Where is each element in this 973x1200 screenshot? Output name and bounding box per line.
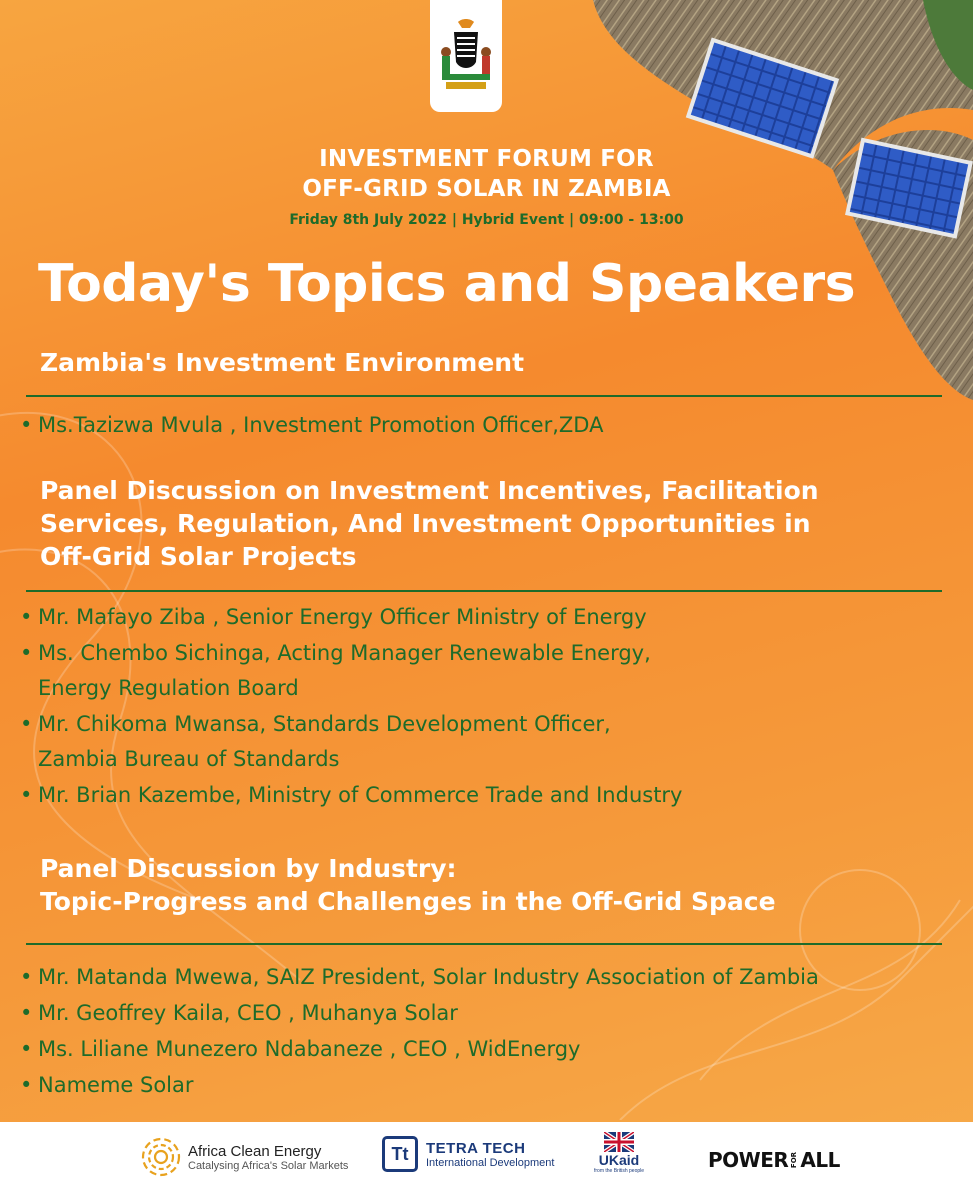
ace-name: Africa Clean Energy xyxy=(188,1142,322,1160)
bullet-icon: • xyxy=(20,965,33,989)
speaker-text: Ms. Chembo Sichinga, Acting Manager Renewable Energy, xyxy=(38,641,651,665)
event-title-line1: INVESTMENT FORUM FOR xyxy=(319,146,654,172)
heading-line: Services, Regulation, And Investment Opportunities in xyxy=(40,509,811,538)
ukaid-text: UKaid xyxy=(598,1152,640,1168)
pfa-for: FOR xyxy=(790,1151,799,1169)
section-heading-investment-environment xyxy=(40,346,940,379)
speaker-text: Nameme Solar xyxy=(38,1073,194,1097)
tetra-tech-name: TETRA TECH xyxy=(426,1139,526,1157)
bullet-icon: • xyxy=(20,783,33,807)
section-divider xyxy=(26,943,942,945)
speaker-text: Mr. Brian Kazembe, Ministry of Commerce Trade and Industry xyxy=(38,783,683,807)
speaker-text-continued: Energy Regulation Board xyxy=(38,676,299,700)
power-for-all-logo xyxy=(708,1148,840,1172)
section-divider xyxy=(26,395,942,397)
bullet-icon: • xyxy=(20,641,33,665)
speaker-text: Ms.Tazizwa Mvula , Investment Promotion Officer,ZDA xyxy=(38,413,604,437)
union-jack-icon xyxy=(604,1132,634,1152)
event-title-line2: OFF-GRID SOLAR IN ZAMBIA xyxy=(302,176,671,202)
speaker-item xyxy=(20,1068,960,1103)
heading-line: Off-Grid Solar Projects xyxy=(40,542,357,571)
heading-line: Zambia's Investment Environment xyxy=(40,348,525,377)
bullet-icon: • xyxy=(20,712,33,736)
zambia-coat-of-arms-badge xyxy=(430,0,502,112)
tetra-tech-mark-icon: Tt xyxy=(382,1136,418,1172)
speaker-item xyxy=(20,960,960,995)
partner-logo-bar xyxy=(0,1122,973,1200)
tetra-tech-logo xyxy=(382,1136,554,1172)
heading-line: Panel Discussion on Investment Incentives, Facilitation xyxy=(40,476,819,505)
speaker-item xyxy=(20,1032,960,1067)
bullet-icon: • xyxy=(20,413,33,437)
sun-icon xyxy=(140,1136,182,1178)
speaker-item xyxy=(20,996,960,1031)
heading-line: Topic-Progress and Challenges in the Off-Grid Space xyxy=(40,887,776,916)
speaker-item xyxy=(20,778,960,813)
heading-line: Panel Discussion by Industry: xyxy=(40,854,457,883)
event-meta: Friday 8th July 2022 | Hybrid Event | 09:00 - 13:00 xyxy=(289,212,684,228)
speaker-text-continued: Zambia Bureau of Standards xyxy=(38,747,340,771)
tetra-tech-tagline: International Development xyxy=(426,1156,555,1169)
speaker-text: Mr. Matanda Mwewa, SAIZ President, Solar Industry Association of Zambia xyxy=(38,965,819,989)
pfa-all: ALL xyxy=(800,1148,840,1172)
ace-tagline: Catalysing Africa's Solar Markets xyxy=(188,1159,349,1172)
bullet-icon: • xyxy=(20,605,33,629)
speaker-text: Mr. Geoffrey Kaila, CEO , Muhanya Solar xyxy=(38,1001,458,1025)
ukaid-tagline: from the British people xyxy=(594,1168,645,1174)
section-divider xyxy=(26,590,942,592)
speaker-text: Mr. Mafayo Ziba , Senior Energy Officer Ministry of Energy xyxy=(38,605,647,629)
speaker-text: Mr. Chikoma Mwansa, Standards Development Officer, xyxy=(38,712,611,736)
speaker-text: Ms. Liliane Munezero Ndabaneze , CEO , WidEnergy xyxy=(38,1037,581,1061)
speaker-item xyxy=(20,707,960,742)
speaker-item xyxy=(20,636,960,671)
page-title: Today's Topics and Speakers xyxy=(38,254,856,314)
africa-clean-energy-logo xyxy=(140,1136,348,1178)
section-heading-panel-discussion-incentives xyxy=(40,474,940,573)
speaker-item xyxy=(20,408,960,443)
bullet-icon: • xyxy=(20,1073,33,1097)
coat-of-arms-icon xyxy=(436,18,496,94)
speaker-item xyxy=(20,600,960,635)
bullet-icon: • xyxy=(20,1037,33,1061)
pfa-power: POWER xyxy=(708,1148,789,1172)
bullet-icon: • xyxy=(20,1001,33,1025)
ukaid-logo xyxy=(594,1132,644,1174)
section-heading-panel-discussion-industry xyxy=(40,852,940,918)
